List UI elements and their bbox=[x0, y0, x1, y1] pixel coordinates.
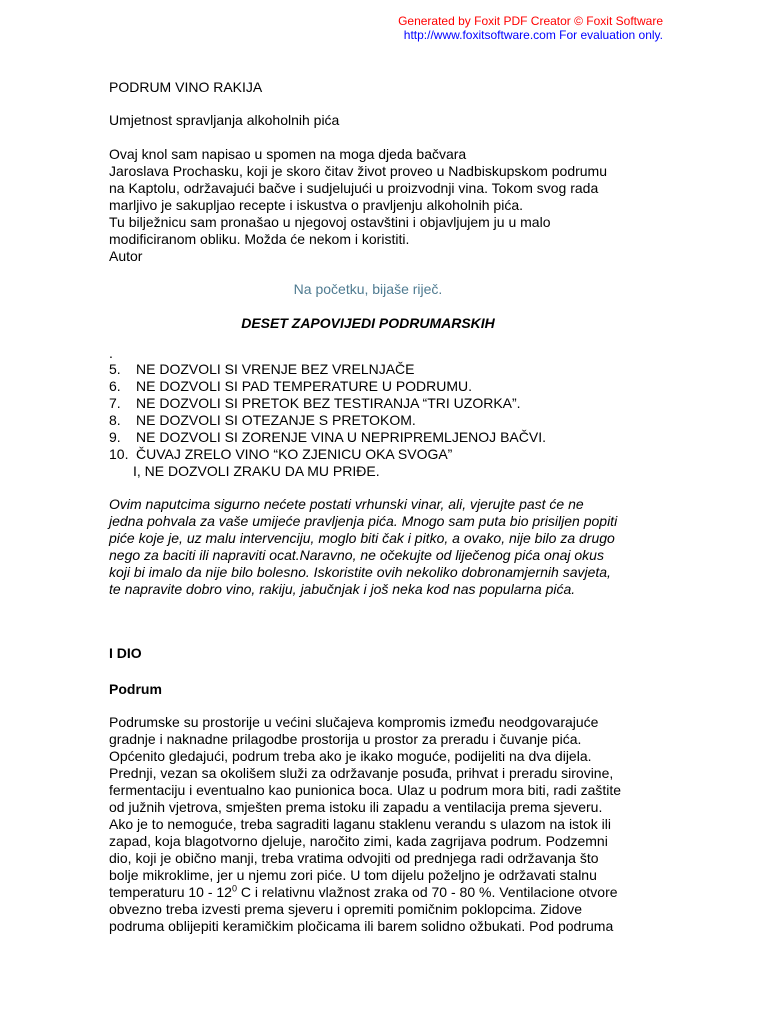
body-line: Ako je to nemoguće, treba sagraditi laganu staklenu verandu s ulazom na istok ili bbox=[109, 816, 611, 832]
quote: Na početku, bijaše riječ. bbox=[293, 281, 443, 297]
advice-line: koji bi imalo da nije bilo bolesno. Iskoristite ovih nekoliko dobronamjernih savjeta, bbox=[109, 564, 611, 580]
body-line: zapad, koja blagotvorno djeluje, naročito zimi, kada zagrijava podrum. Podzemni bbox=[109, 833, 608, 849]
advice-line: piće koje je, uz malu intervenciju, moglo biti čak i pitko, a ovako, nije bilo za drugo bbox=[109, 530, 615, 546]
body-line: Prednji, vezan sa okolišem služi za održavanje posuđa, prihvat i preradu sirovine, bbox=[109, 765, 614, 781]
degree-superscript: 0 bbox=[231, 883, 237, 894]
commandment-number: 10. bbox=[109, 446, 129, 462]
body-line: dio, koji je obično manji, treba vratima odvojiti od prednjega radi održavanja što bbox=[109, 850, 599, 866]
commandment-number: 5. bbox=[109, 361, 121, 377]
watermark-line-2: http://www.foxitsoftware.com For evaluation only. bbox=[403, 28, 663, 42]
commandment-item bbox=[109, 446, 452, 463]
commandment-item bbox=[109, 378, 472, 395]
body-line: fermentaciju i eventualno kao punionica boca. Ulaz u podrum mora biti, radi zaštite bbox=[109, 782, 622, 798]
body-line: obvezno treba izvesti prema sjeveru i opremiti pomičnim poklopcima. Zidove bbox=[109, 901, 583, 917]
part-heading: I DIO bbox=[109, 645, 142, 661]
document-subtitle: Umjetnost spravljanja alkoholnih pića bbox=[109, 112, 340, 128]
commandment-text: NE DOZVOLI SI ZORENJE VINA U NEPRIPREMLJENOJ BAČVI. bbox=[136, 429, 546, 445]
commandment-text: NE DOZVOLI SI PRETOK BEZ TESTIRANJA “TRI UZORKA”. bbox=[136, 395, 521, 411]
commandment-item bbox=[109, 395, 521, 412]
commandment-item bbox=[109, 361, 415, 378]
temperature-line bbox=[109, 884, 618, 901]
advice-line: nego za baciti ili napraviti ocat.Naravno, ne očekujte od liječenog pića onaj okus bbox=[109, 547, 604, 563]
commandment-item bbox=[109, 429, 546, 446]
commandment-number: 7. bbox=[109, 395, 121, 411]
body-line: podruma oblijepiti keramičkim pločicama ili barem solidno ožbukati. Pod podruma bbox=[109, 918, 614, 934]
list-dot: . bbox=[109, 345, 113, 361]
body-line: bolje mikroklime, jer u njemu zori piće. U tom dijelu poželjno je održavati stalnu bbox=[109, 867, 597, 883]
commandments-heading: DESET ZAPOVIJEDI PODRUMARSKIH bbox=[241, 315, 495, 331]
commandment-item bbox=[109, 412, 416, 429]
commandment-text: NE DOZVOLI SI VRENJE BEZ VRELNJAČE bbox=[136, 361, 415, 377]
intro-line: na Kaptolu, održavajući bačve i sudjelujući u proizvodnji vina. Tokom svog rada bbox=[109, 180, 599, 196]
body-line: gradnje i naknadne prilagodbe prostorija u prostor za preradu i čuvanje pića. bbox=[109, 731, 582, 747]
intro-line: Tu bilježnicu sam pronašao u njegovoj ostavštini i objavljujem ju u malo bbox=[109, 214, 551, 230]
temperature-text: temperaturu 10 - 12 bbox=[109, 884, 232, 900]
intro-line: Ovaj knol sam napisao u spomen na moga djeda bačvara bbox=[109, 146, 467, 162]
body-line: Općenito gledajući, podrum treba ako je ikako moguće, podijeliti na dva dijela. bbox=[109, 748, 592, 764]
document-title: PODRUM VINO RAKIJA bbox=[109, 79, 263, 95]
commandment-text: ČUVAJ ZRELO VINO “KO ZJENICU OKA SVOGA” bbox=[136, 446, 453, 462]
commandment-text: NE DOZVOLI SI OTEZANJE S PRETOKOM. bbox=[136, 412, 416, 428]
intro-line: Jaroslava Prochasku, koji je skoro čitav život proveo u Nadbiskupskom podrumu bbox=[109, 163, 608, 179]
advice-line: Ovim naputcima sigurno nećete postati vrhunski vinar, ali, vjerujte past će ne bbox=[109, 496, 584, 512]
intro-author: Autor bbox=[109, 248, 143, 264]
body-line: od južnih vjetrova, smješten prema istoku ili zapadu a ventilacija prema sjeveru. bbox=[109, 799, 603, 815]
advice-line: te napravite dobro vino, rakiju, jabučnjak i još neka kod nas popularna pića. bbox=[109, 581, 576, 597]
advice-line: jedna pohvala za vaše umijeće pravljenja pića. Mnogo sam puta bio prisiljen popiti bbox=[109, 513, 618, 529]
intro-line: modificiranom obliku. Možda će nekom i koristiti. bbox=[109, 231, 410, 247]
body-line: Podrumske su prostorije u većini slučajeva kompromis između neodgovarajuće bbox=[109, 714, 599, 730]
watermark-line-1: Generated by Foxit PDF Creator © Foxit Software bbox=[398, 14, 663, 28]
temperature-text-rest: C i relativnu vlažnost zraka od 70 - 80 %. Ventilacione otvore bbox=[236, 884, 618, 900]
section-heading: Podrum bbox=[109, 681, 162, 697]
commandment-number: 6. bbox=[109, 378, 121, 394]
commandment-number: 8. bbox=[109, 412, 121, 428]
commandment-continuation: I, NE DOZVOLI ZRAKU DA MU PRIĐE. bbox=[133, 463, 380, 479]
commandment-text: NE DOZVOLI SI PAD TEMPERATURE U PODRUMU. bbox=[136, 378, 473, 394]
intro-line: marljivo je sakupljao recepte i iskustva o pravljenju alkoholnih pića. bbox=[109, 197, 523, 213]
foxit-watermark bbox=[398, 14, 663, 42]
commandment-number: 9. bbox=[109, 429, 121, 445]
